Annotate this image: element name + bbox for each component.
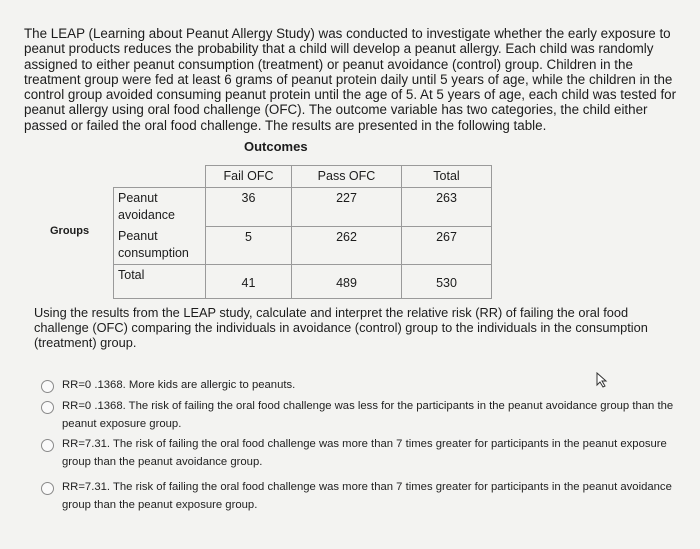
mouse-cursor-icon <box>595 372 609 388</box>
table-cell: 227 <box>292 188 402 227</box>
radio-button[interactable] <box>41 482 54 495</box>
row-label: Total <box>114 265 206 299</box>
intro-paragraph: The LEAP (Learning about Peanut Allergy Study) was conducted to investigate whether the early exposure to peanut products reduces the probability that a child will develop a peanut allergy. Each child was randomly assigned to either peanut consumption (treatment) or peanut avoidance (control) group. Children in the treatment group were fed at least 6 grams of peanut protein daily until 5 years of age, while the children in the control group avoided consuming peanut protein until the age of 5. At 5 years of age, each child was tested for peanut allergy using oral food challenge (OFC). The outcome variable has two categories, the child either passed or failed the oral food challenge. The results are presented in the following table. <box>24 26 677 133</box>
row-label: Peanut avoidance <box>114 188 206 227</box>
table-cell: 530 <box>402 265 492 299</box>
option-label: RR=7.31. The risk of failing the oral food challenge was more than 7 times greater for participants in the peanut exposure group than the peanut avoidance group. <box>62 438 667 468</box>
outcomes-heading: Outcomes <box>244 139 308 154</box>
option-label: RR=0 .1368. The risk of failing the oral food challenge was less for the participants in the peanut avoidance group than the peanut exposure group. <box>62 400 674 430</box>
corner-cell <box>114 166 206 188</box>
option-label: RR=7.31. The risk of failing the oral food challenge was more than 7 times greater for participants in the peanut avoidance group than the peanut exposure group. <box>62 481 672 511</box>
radio-button[interactable] <box>41 380 54 393</box>
table-cell: 36 <box>206 188 292 227</box>
table-header-cell: Fail OFC <box>206 166 292 188</box>
table-cell: 267 <box>402 226 492 265</box>
table-header-cell: Pass OFC <box>292 166 402 188</box>
table-cell: 489 <box>292 265 402 299</box>
groups-label: Groups <box>50 225 90 237</box>
table-row <box>114 226 492 265</box>
table-cell: 41 <box>206 265 292 299</box>
outcomes-table <box>113 165 492 299</box>
table-row <box>114 166 492 188</box>
question-text: Using the results from the LEAP study, calculate and interpret the relative risk (RR) of failing the oral food challenge (OFC) comparing the individuals in avoidance (control) group to the individuals in the consumption (treatment) group. <box>34 305 648 350</box>
table-row <box>114 265 492 299</box>
table-cell: 262 <box>292 226 402 265</box>
table-cell: 263 <box>402 188 492 227</box>
table-row <box>114 188 492 227</box>
radio-button[interactable] <box>41 439 54 452</box>
row-label: Peanut consumption <box>114 226 206 265</box>
option-label: RR=0 .1368. More kids are allergic to peanuts. <box>62 379 296 391</box>
table-header-cell: Total <box>402 166 492 188</box>
radio-button[interactable] <box>41 401 54 414</box>
table-cell: 5 <box>206 226 292 265</box>
